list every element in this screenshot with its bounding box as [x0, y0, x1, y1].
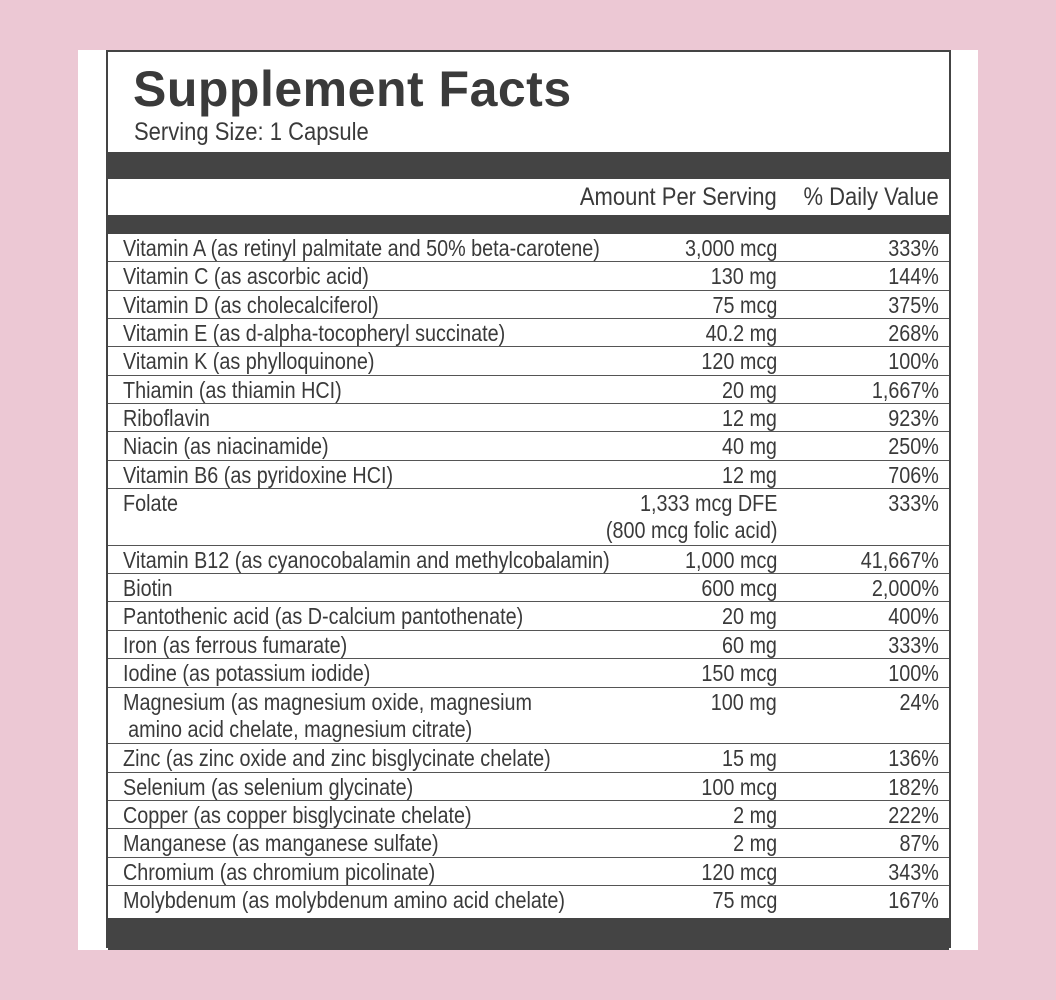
nutrient-name-line: Iron (as ferrous fumarate) [123, 631, 348, 658]
nutrient-name-line: Molybdenum (as molybdenum amino acid chelate) [123, 886, 565, 913]
nutrient-daily-value: 100% [888, 660, 939, 687]
supplement-facts-panel [106, 50, 951, 948]
nutrient-name-line: Vitamin E (as d-alpha-tocopheryl succinate) [123, 320, 506, 347]
nutrient-amount [712, 292, 777, 319]
nutrient-amount-line: 12 mg [722, 405, 777, 432]
nutrient-daily-value: 24% [899, 688, 939, 715]
table-row [108, 829, 949, 857]
table-row [108, 858, 949, 886]
nutrient-name-line: Vitamin A (as retinyl palmitate and 50% beta-carotene) [123, 235, 600, 261]
nutrient-daily-value: 333% [888, 490, 939, 517]
table-row [108, 319, 949, 347]
nutrient-amount [711, 689, 777, 716]
nutrient-name [123, 235, 600, 262]
table-row [108, 432, 949, 460]
nutrient-daily-value: 182% [888, 773, 939, 800]
nutrient-amount [722, 462, 777, 489]
nutrient-name-line: Pantothenic acid (as D-calcium pantothenate) [123, 603, 524, 630]
nutrient-name-line: Niacin (as niacinamide) [123, 433, 329, 460]
nutrient-amount-line: 15 mg [722, 745, 777, 772]
nutrient-amount-line: 3,000 mcg [684, 235, 777, 261]
nutrient-name-line: Magnesium (as magnesium oxide, magnesium [123, 688, 532, 715]
nutrient-amount [733, 830, 777, 857]
nutrient-name [123, 632, 347, 659]
nutrient-amount [701, 575, 777, 602]
nutrient-amount-line: 1,333 mcg DFE [639, 490, 777, 517]
serving-size: Serving Size: 1 Capsule [134, 118, 369, 146]
nutrient-name-line: Riboflavin [123, 405, 210, 432]
divider-bar-header [108, 215, 949, 234]
nutrient-name [123, 377, 342, 404]
nutrient-name [123, 547, 610, 574]
table-row [108, 347, 949, 375]
divider-bar-top [108, 152, 949, 179]
table-row [108, 886, 949, 914]
nutrient-name [123, 887, 565, 914]
nutrient-name [123, 689, 532, 743]
nutrient-amount [701, 660, 777, 687]
nutrient-daily-value: 923% [888, 405, 939, 432]
nutrient-name-line: Vitamin K (as phylloquinone) [123, 348, 375, 375]
nutrient-amount-line: 2 mg [733, 830, 777, 857]
nutrient-amount [685, 235, 777, 262]
nutrient-amount [711, 263, 777, 290]
nutrient-daily-value: 167% [888, 886, 939, 913]
nutrient-daily-value: 706% [888, 461, 939, 488]
nutrient-name [123, 660, 370, 687]
nutrient-name [123, 802, 472, 829]
nutrient-amount [722, 433, 777, 460]
nutrient-name-line: Chromium (as chromium picolinate) [123, 858, 436, 885]
nutrient-name [123, 320, 505, 347]
table-row [108, 688, 949, 745]
table-row [108, 659, 949, 687]
nutrient-amount-line: 75 mcg [712, 886, 777, 913]
nutrient-amount [722, 405, 777, 432]
nutrient-name [123, 405, 210, 432]
table-row [108, 376, 949, 404]
nutrient-table [108, 234, 949, 914]
nutrient-name [123, 490, 178, 517]
nutrient-daily-value: 2,000% [871, 575, 939, 602]
nutrient-name-line: Selenium (as selenium glycinate) [123, 773, 414, 800]
nutrient-amount [722, 603, 777, 630]
nutrient-amount [685, 547, 777, 574]
nutrient-name-line: Iodine (as potassium iodide) [123, 660, 371, 687]
nutrient-name-line: Manganese (as manganese sulfate) [123, 830, 439, 857]
nutrient-name-line: Vitamin B6 (as pyridoxine HCI) [123, 461, 394, 488]
nutrient-name-line: Vitamin B12 (as cyanocobalamin and methylcobalamin) [123, 546, 610, 573]
nutrient-amount [706, 320, 777, 347]
nutrient-name [123, 774, 413, 801]
table-row [108, 291, 949, 319]
table-row [108, 234, 949, 262]
nutrient-name-line: Folate [123, 490, 178, 517]
table-row [108, 404, 949, 432]
nutrient-amount [722, 632, 777, 659]
table-row [108, 489, 949, 546]
table-row [108, 574, 949, 602]
nutrient-daily-value: 87% [899, 830, 939, 857]
nutrient-amount [722, 745, 777, 772]
nutrient-daily-value: 343% [888, 858, 939, 885]
nutrient-amount-line: 12 mg [722, 461, 777, 488]
nutrient-daily-value: 136% [888, 745, 939, 772]
nutrient-amount-line: 40 mg [722, 433, 777, 460]
nutrient-name-line: Biotin [123, 575, 173, 602]
nutrient-daily-value: 400% [888, 603, 939, 630]
column-header-daily-value: % Daily Value [803, 183, 939, 211]
nutrient-name [123, 348, 374, 375]
nutrient-name-line: Zinc (as zinc oxide and zinc bisglycinate chelate) [123, 745, 551, 772]
nutrient-amount [712, 887, 777, 914]
nutrient-name [123, 830, 439, 857]
nutrient-amount-line: 100 mg [711, 688, 777, 715]
nutrient-daily-value: 375% [888, 291, 939, 318]
nutrient-amount-line: 130 mg [711, 263, 777, 290]
nutrient-amount [722, 377, 777, 404]
nutrient-daily-value: 333% [888, 235, 939, 261]
nutrient-daily-value: 268% [888, 320, 939, 347]
nutrient-amount-line: 20 mg [722, 603, 777, 630]
nutrient-amount-line: 120 mcg [701, 858, 777, 885]
nutrient-name [123, 462, 393, 489]
column-header-amount: Amount Per Serving [580, 183, 777, 211]
label-title: Supplement Facts [133, 61, 572, 117]
nutrient-amount [701, 348, 777, 375]
nutrient-amount-line: 600 mcg [701, 575, 777, 602]
nutrient-amount-line: 40.2 mg [705, 320, 777, 347]
nutrient-name [123, 603, 523, 630]
nutrient-amount-line: 100 mcg [701, 773, 777, 800]
nutrient-daily-value: 1,667% [871, 376, 939, 403]
nutrient-name [123, 745, 551, 772]
table-row [108, 546, 949, 574]
nutrient-daily-value: 333% [888, 631, 939, 658]
nutrient-name [123, 859, 435, 886]
table-row [108, 262, 949, 290]
table-row [108, 744, 949, 772]
table-row [108, 801, 949, 829]
nutrient-daily-value: 250% [888, 433, 939, 460]
nutrient-name-line: Vitamin D (as cholecalciferol) [123, 291, 379, 318]
nutrient-amount [733, 802, 777, 829]
nutrient-daily-value: 41,667% [860, 546, 939, 573]
table-row [108, 631, 949, 659]
nutrient-amount [701, 859, 777, 886]
nutrient-daily-value: 222% [888, 801, 939, 828]
nutrient-daily-value: 100% [888, 348, 939, 375]
nutrient-name-line: Vitamin C (as ascorbic acid) [123, 263, 369, 290]
nutrient-amount-line: 2 mg [733, 801, 777, 828]
nutrient-name [123, 292, 379, 319]
nutrient-name-line: Copper (as copper bisglycinate chelate) [123, 801, 472, 828]
nutrient-amount-line-2: (800 mcg folic acid) [605, 517, 777, 544]
nutrient-amount-line: 1,000 mcg [684, 546, 777, 573]
nutrient-amount [701, 774, 777, 801]
nutrient-name-line: Thiamin (as thiamin HCI) [123, 376, 342, 403]
nutrient-amount-line: 20 mg [722, 376, 777, 403]
table-row [108, 602, 949, 630]
nutrient-daily-value: 144% [888, 263, 939, 290]
nutrient-amount-line: 75 mcg [712, 291, 777, 318]
nutrient-amount-line: 150 mcg [701, 660, 777, 687]
table-row [108, 773, 949, 801]
divider-bar-bottom [108, 918, 949, 950]
nutrient-name [123, 575, 172, 602]
nutrient-amount-line: 60 mg [722, 631, 777, 658]
nutrient-name [123, 263, 369, 290]
nutrient-amount [605, 490, 777, 544]
table-row [108, 461, 949, 489]
nutrient-amount-line: 120 mcg [701, 348, 777, 375]
nutrient-name [123, 433, 329, 460]
nutrient-name-line-2: amino acid chelate, magnesium citrate) [128, 715, 473, 742]
